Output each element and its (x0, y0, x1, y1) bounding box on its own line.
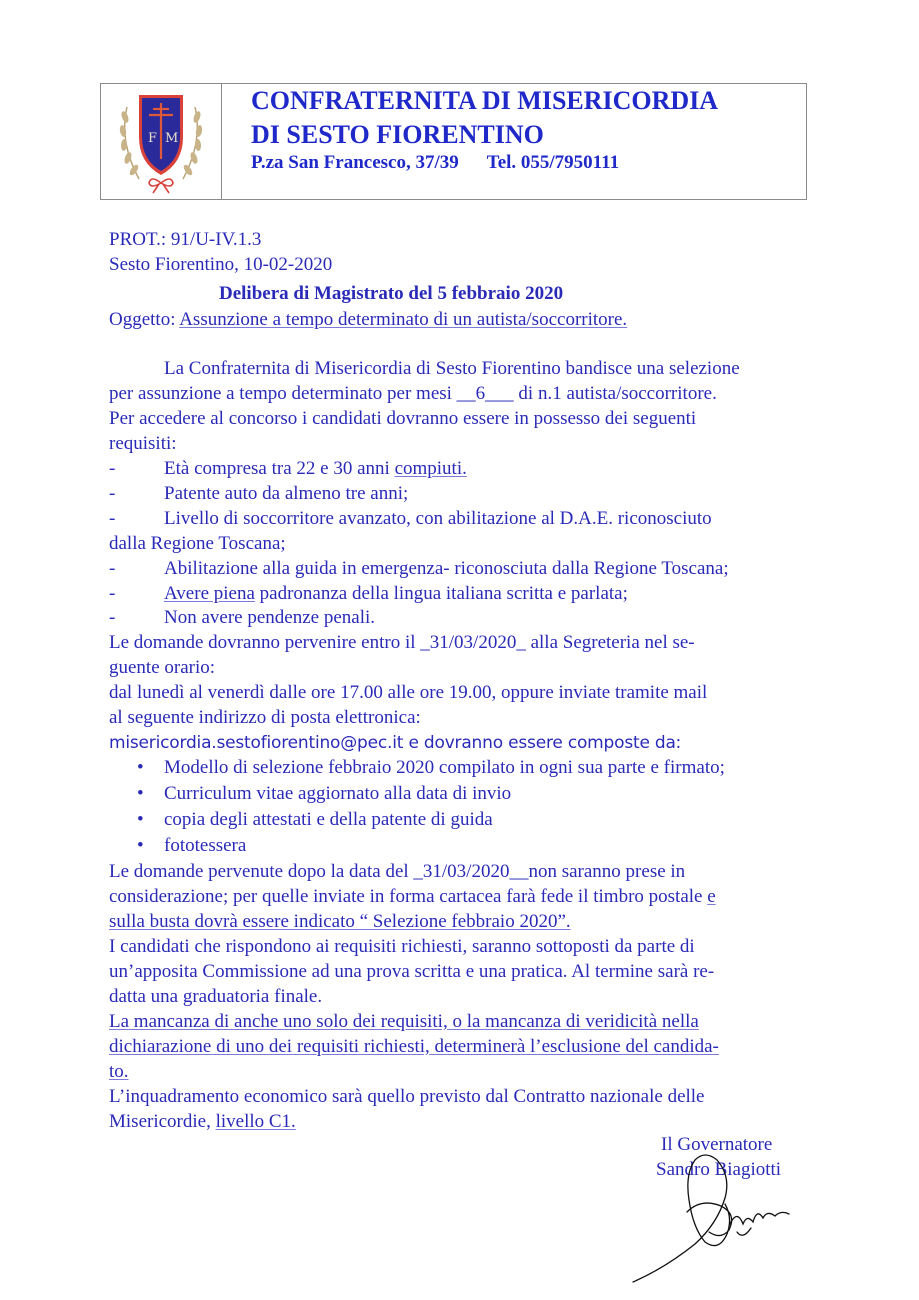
protocol-number: PROT.: 91/U-IV.1.3 (109, 229, 262, 250)
org-address: P.za San Francesco, 37/39 (251, 152, 459, 173)
late-line: sulla busta dovrà essere indicato “ Selezione febbraio 2020”. (109, 911, 571, 932)
bullet-marker: • (137, 757, 144, 778)
letterhead (100, 83, 807, 200)
bullet-marker: • (137, 783, 144, 804)
exclusion-line: La mancanza di anche uno solo dei requisiti, o la mancanza di veridicità nella (109, 1011, 699, 1032)
email-text: misericordia.sestofiorentino@pec.it e dovranno essere composte da (109, 733, 676, 753)
exam-line: un’apposita Commissione ad una prova scritta e una pratica. Al termine sarà re- (109, 961, 715, 982)
handwritten-signature (625, 1148, 795, 1288)
email-line-end: : (675, 732, 681, 753)
bullet-marker: • (137, 809, 144, 830)
document-item-text: Modello di selezione febbraio 2020 compilato in ogni sua parte e firmato; (164, 757, 725, 778)
hours-line: dal lunedì al venerdì dalle ore 17.00 alle ore 19.00, oppure inviate tramite mail (109, 682, 708, 703)
subject-text: Assunzione a tempo determinato di un autista/soccorritore. (179, 309, 628, 330)
svg-text:M: M (165, 131, 179, 146)
subject-line (109, 308, 627, 333)
requirement-text: Patente auto da almeno tre anni; (164, 483, 409, 504)
org-contact (251, 152, 619, 174)
exam-line: I candidati che rispondono ai requisiti richiesti, saranno sottoposti da parte di (109, 936, 695, 957)
org-phone: Tel. 055/7950111 (486, 152, 620, 173)
requirement-text: Età compresa tra 22 e 30 anni (164, 458, 395, 479)
dash-marker: - (109, 483, 116, 504)
requirement-text-continued: dalla Regione Toscana; (109, 533, 286, 554)
late-line (109, 885, 716, 910)
dash-marker: - (109, 458, 116, 479)
intro-line: Per accedere al concorso i candidati dovranno essere in possesso dei seguenti (109, 408, 697, 429)
requirement-text-underlined: Avere piena (164, 583, 255, 604)
deadline-line: Le domande dovranno pervenire entro il _31/03/2020_ alla Segreteria nel se- (109, 632, 695, 653)
document-item-text: copia degli attestati e della patente di guida (164, 809, 493, 830)
logo-cell (101, 84, 222, 199)
dash-marker: - (109, 508, 116, 529)
late-text: considerazione; per quelle inviate in forma cartacea farà fede il timbro postale (109, 886, 708, 907)
confraternity-crest-logo (109, 87, 213, 195)
subject-label: Oggetto: (109, 309, 176, 330)
signatory-name: Sandro Biagiotti (656, 1159, 782, 1180)
intro-line: per assunzione a tempo determinato per mesi __6___ di n.1 autista/soccorritore. (109, 383, 717, 404)
pay-level: livello C1. (215, 1111, 296, 1132)
requirement-text-underlined: compiuti. (394, 458, 467, 479)
pay-text: Misericordie, (109, 1111, 216, 1132)
org-name-line1: CONFRATERNITA DI MISERICORDIA (251, 86, 719, 115)
exclusion-line: to. (109, 1061, 129, 1082)
requirement-text: Non avere pendenze penali. (164, 607, 376, 628)
late-line: Le domande pervenute dopo la data del _31/03/2020__non saranno prese in (109, 861, 686, 882)
requirement-text: padronanza della lingua italiana scritta e parlata; (254, 583, 628, 604)
org-name-line2: DI SESTO FIORENTINO (251, 120, 544, 149)
document-item-text: fototessera (164, 835, 247, 856)
bullet-marker: • (137, 835, 144, 856)
requirement-text: Abilitazione alla guida in emergenza- riconosciuta dalla Regione Toscana; (164, 558, 729, 579)
deadline-line: guente orario: (109, 657, 216, 678)
late-text-underlined: e (707, 886, 716, 907)
dash-marker: - (109, 607, 116, 628)
document-item-text: Curriculum vitae aggiornato alla data di invio (164, 783, 512, 804)
dash-marker: - (109, 583, 116, 604)
signatory-role: Il Governatore (661, 1134, 773, 1155)
dash-marker: - (109, 558, 116, 579)
email-line (109, 731, 681, 756)
requirement-text: Livello di soccorritore avanzato, con abilitazione al D.A.E. riconosciuto (164, 508, 712, 529)
svg-text:F: F (148, 131, 158, 146)
intro-line: La Confraternita di Misericordia di Sesto Fiorentino bandisce una selezione (164, 358, 740, 379)
exam-line: datta una graduatoria finale. (109, 986, 323, 1007)
pay-line (109, 1110, 296, 1135)
place-date: Sesto Fiorentino, 10-02-2020 (109, 254, 333, 275)
pay-line: L’inquadramento economico sarà quello previsto dal Contratto nazionale delle (109, 1086, 705, 1107)
intro-line: requisiti: (109, 433, 177, 454)
document-title: Delibera di Magistrato del 5 febbraio 2020 (219, 283, 564, 304)
hours-line: al seguente indirizzo di posta elettronica: (109, 707, 421, 728)
exclusion-line: dichiarazione di uno dei requisiti richiesti, determinerà l’esclusione del candida- (109, 1036, 719, 1057)
